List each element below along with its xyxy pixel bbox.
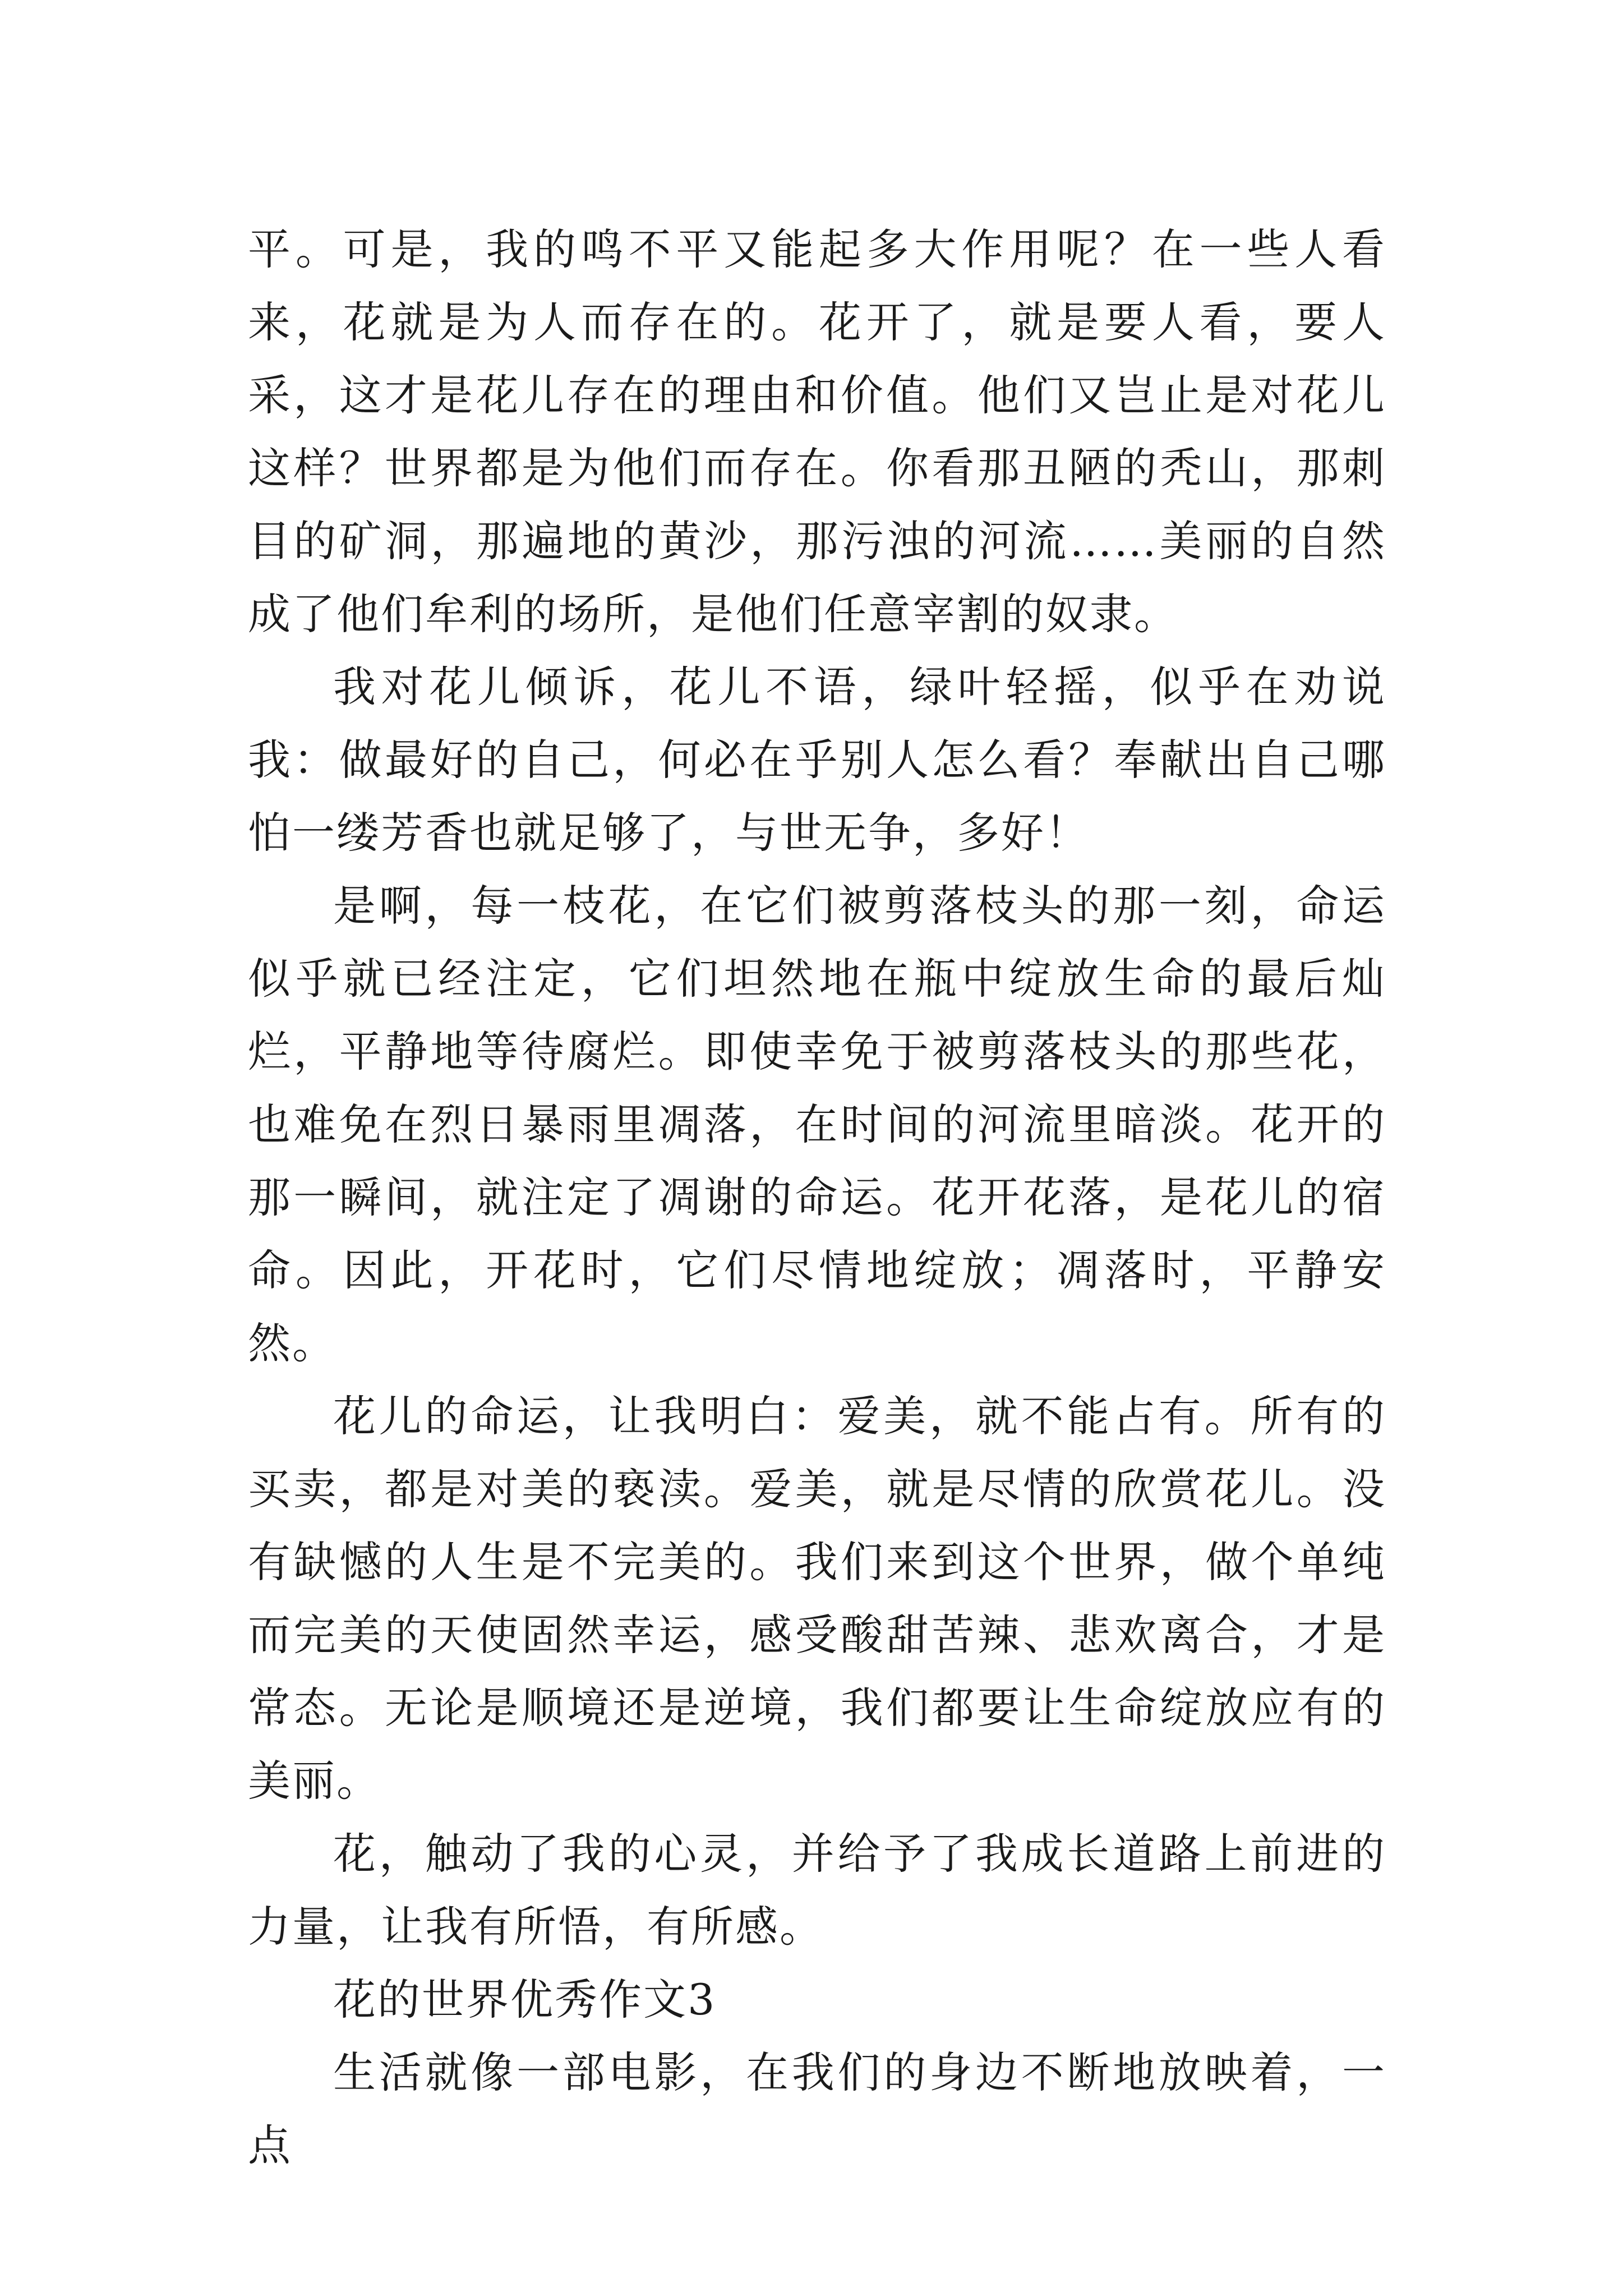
section-heading: 花的世界优秀作文3 [333, 1975, 717, 2024]
paragraph-5: 花，触动了我的心灵，并给予了我成长道路上前进的力量，让我有所悟，有所感。 [248, 1829, 1386, 1952]
paragraph-2: 我对花儿倾诉，花儿不语，绿叶轻摇，似乎在劝说我：做最好的自己，何必在乎别人怎么看？奉献出自己哪怕一缕芳香也就足够了，与世无争，多好！ [248, 662, 1386, 858]
paragraph-4: 花儿的命运，让我明白：爱美，就不能占有。所有的买卖，都是对美的亵渎。爱美，就是尽情的欣赏花儿。没有缺憾的人生是不完美的。我们来到这个世界，做个单纯而完美的天使固然幸运，感受酸甜苦辣、悲欢离合，才是常态。无论是顺境还是逆境，我们都要让生命绽放应有的美丽。 [248, 1391, 1386, 1806]
paragraph-1: 平。可是，我的鸣不平又能起多大作用呢？在一些人看来，花就是为人而存在的。花开了，就是要人看，要人采，这才是花儿存在的理由和价值。他们又岂止是对花儿这样？世界都是为他们而存在。你看那丑陋的秃山，那刺目的矿洞，那遍地的黄沙，那污浊的河流……美丽的自然成了他们牟利的场所，是他们任意宰割的奴隶。 [248, 224, 1386, 639]
document-body [248, 213, 1386, 2182]
paragraph-6: 生活就像一部电影，在我们的身边不断地放映着，一点 [248, 2047, 1386, 2170]
paragraph-3: 是啊，每一枝花，在它们被剪落枝头的那一刻，命运似乎就已经注定，它们坦然地在瓶中绽放生命的最后灿烂，平静地等待腐烂。即使幸免于被剪落枝头的那些花，也难免在烈日暴雨里凋落，在时间的河流里暗淡。花开的那一瞬间，就注定了凋谢的命运。花开花落，是花儿的宿命。因此，开花时，它们尽情地绽放；凋落时，平静安然。 [248, 881, 1386, 1368]
